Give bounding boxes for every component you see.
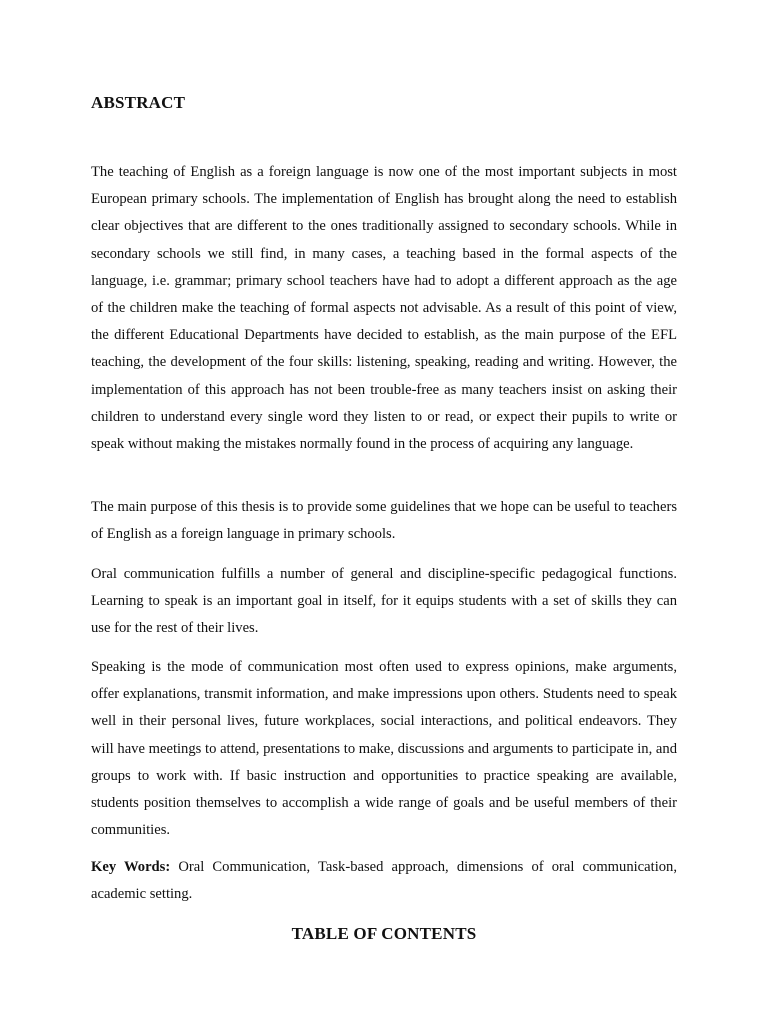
keywords-paragraph	[91, 854, 677, 908]
abstract-paragraph-3: Oral communication fulfills a number of general and discipline-specific pedagogical functions. Learning to speak is an important goal in itself, for it equips students with a set of skills they can use for the rest of their lives.	[91, 566, 677, 637]
table-of-contents-heading: TABLE OF CONTENTS	[291, 924, 477, 943]
abstract-heading: ABSTRACT	[91, 93, 186, 112]
abstract-paragraph-1: The teaching of English as a foreign language is now one of the most important subjects in most European primary schools. The implementation of English has brought along the need to establish clear objectives that are different to the ones traditionally assigned to secondary schools. While in secondary schools we still find, in many cases, a teaching based in the formal aspects of the language, i.e. grammar; primary school teachers have had to adopt a different approach as the age of the children make the teaching of formal aspects not advisable. As a result of this point of view, the different Educational Departments have decided to establish, as the main purpose of the EFL teaching, the development of the four skills: listening, speaking, reading and writing. However, the implementation of this approach has not been trouble-free as many teachers insist on asking their children to understand every single word they listen to or read, or expect their pupils to write or speak without making the mistakes normally found in the process of acquiring any language.	[91, 164, 677, 453]
keywords-text: Oral Communication, Task-based approach, dimensions of oral communication, academic setting.	[91, 859, 677, 903]
abstract-paragraph-4: Speaking is the mode of communication most often used to express opinions, make arguments, offer explanations, transmit information, and make impressions upon others. Students need to speak well in their personal lives, future workplaces, social interactions, and political endeavors. They will have meetings to attend, presentations to make, discussions and arguments to participate in, and groups to work with. If basic instruction and opportunities to practice speaking are available, students position themselves to accomplish a wide range of goals and be useful members of their communities.	[91, 659, 677, 839]
keywords-label: Key Words:	[91, 859, 171, 875]
abstract-paragraph-2: The main purpose of this thesis is to provide some guidelines that we hope can be useful to teachers of English as a foreign language in primary schools.	[91, 499, 677, 543]
